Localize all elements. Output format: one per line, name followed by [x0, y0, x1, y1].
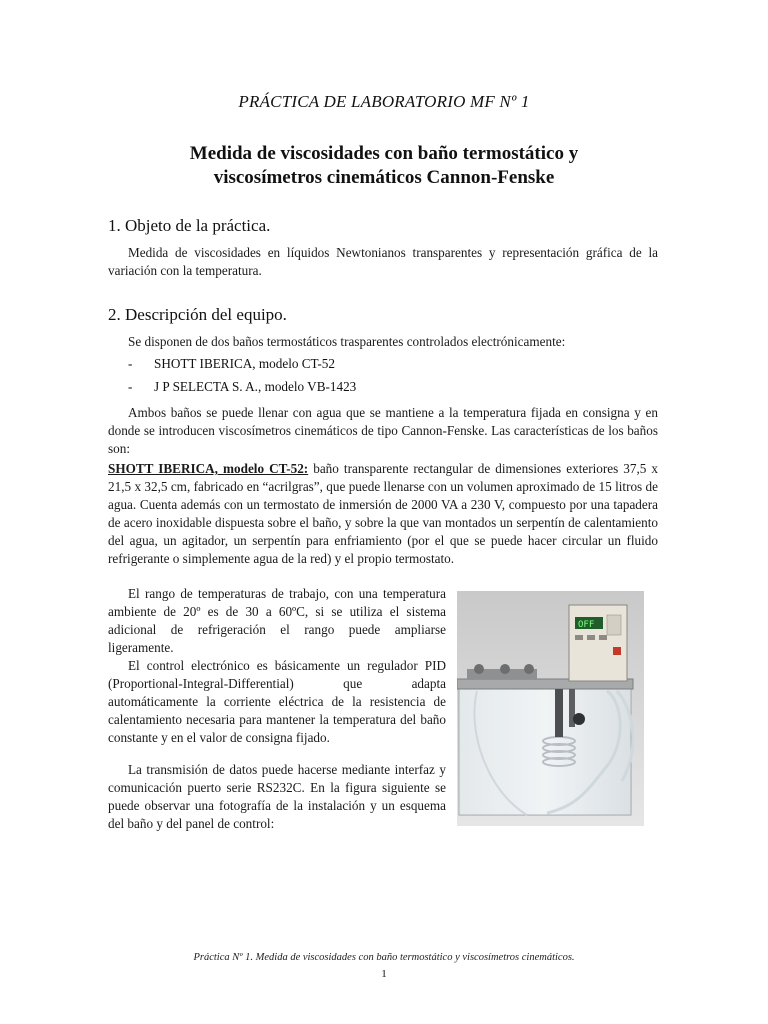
footer-note: Práctica Nº 1. Medida de viscosidades con baño termostático y viscosímetros cinemáticos. [193, 952, 575, 963]
bath-photo-illustration [457, 591, 644, 826]
lab-practice-title: PRÁCTICA DE LABORATORIO MF Nº 1 [238, 92, 530, 111]
list-dash: - [128, 379, 133, 394]
section-2-paragraph-2: Ambos baños se puede llenar con agua que se mantiene a la temperatura fijada en consigna y en donde se introducen viscosímetros cinemáticos de tipo Cannon-Fenske. Las características de los baños son: [108, 405, 658, 456]
section-2-heading: 2. Descripción del equipo. [108, 305, 287, 324]
data-transmission-paragraph: La transmisión de datos puede hacerse mediante interfaz y comunicación puerto serie RS232C. En la figura siguiente se puede observar una fotografía de la instalación y un esquema del baño y del panel de control: [108, 762, 446, 831]
list-item [128, 379, 356, 395]
document-title-line-2: viscosímetros cinemáticos Cannon-Fenske [213, 167, 555, 188]
document-title [110, 142, 658, 190]
pid-control-paragraph: El control electrónico es básicamente un regulador PID (Proportional-Integral-Differential) que adapta automáticamente la corriente eléctrica de la resistencia de calentamiento necesaria para mantener la temperatura del baño constante y en el valor de consigna fijado. [108, 658, 446, 745]
temperature-range-paragraph: El rango de temperaturas de trabajo, con una temperatura ambiente de 20º es de 30 a 60ºC, si se utiliza el sistema adicional de refrigeración el rango puede ampliarse ligeramente. [108, 586, 446, 655]
list-dash: - [128, 356, 133, 371]
controller-display-text: OFF [578, 620, 595, 630]
shott-description [108, 460, 658, 568]
shott-model-label: SHOTT IBERICA, modelo CT-52: [108, 461, 309, 476]
shott-model-text: baño transparente rectangular de dimensiones exteriores 37,5 x 21,5 x 32,5 cm, fabricado en “acrilgras”, que puede llenarse con un volumen aproximado de 15 litros de agua. Cuenta además con un termostato de inmersión de 2000 VA a 230 V, compuesto por una tapadera de acero inoxidable dispuesta sobre el baño, y sobre la que van montados un serpentín de calentamiento del agua, un agitador, un serpentín para enfriamiento (por el que se puede hacer circular un fluido refrigerante o simplemente agua de la red) y el propio termostato. [108, 461, 659, 566]
list-item [128, 356, 335, 372]
page-number: 1 [381, 968, 387, 980]
section-2-intro: Se disponen de dos baños termostáticos trasparentes controlados electrónicamente: [128, 334, 566, 349]
document-title-line-1: Medida de viscosidades con baño termostático y [189, 143, 579, 164]
section-1-heading: 1. Objeto de la práctica. [108, 216, 271, 235]
thermostatic-bath-photo [457, 591, 644, 826]
section-1-text: Medida de viscosidades en líquidos Newtonianos transparentes y representación gráfica de la variación con la temperatura. [108, 245, 658, 278]
list-item-text: SHOTT IBERICA, modelo CT-52 [154, 356, 335, 371]
list-item-text: J P SELECTA S. A., modelo VB-1423 [154, 379, 357, 394]
